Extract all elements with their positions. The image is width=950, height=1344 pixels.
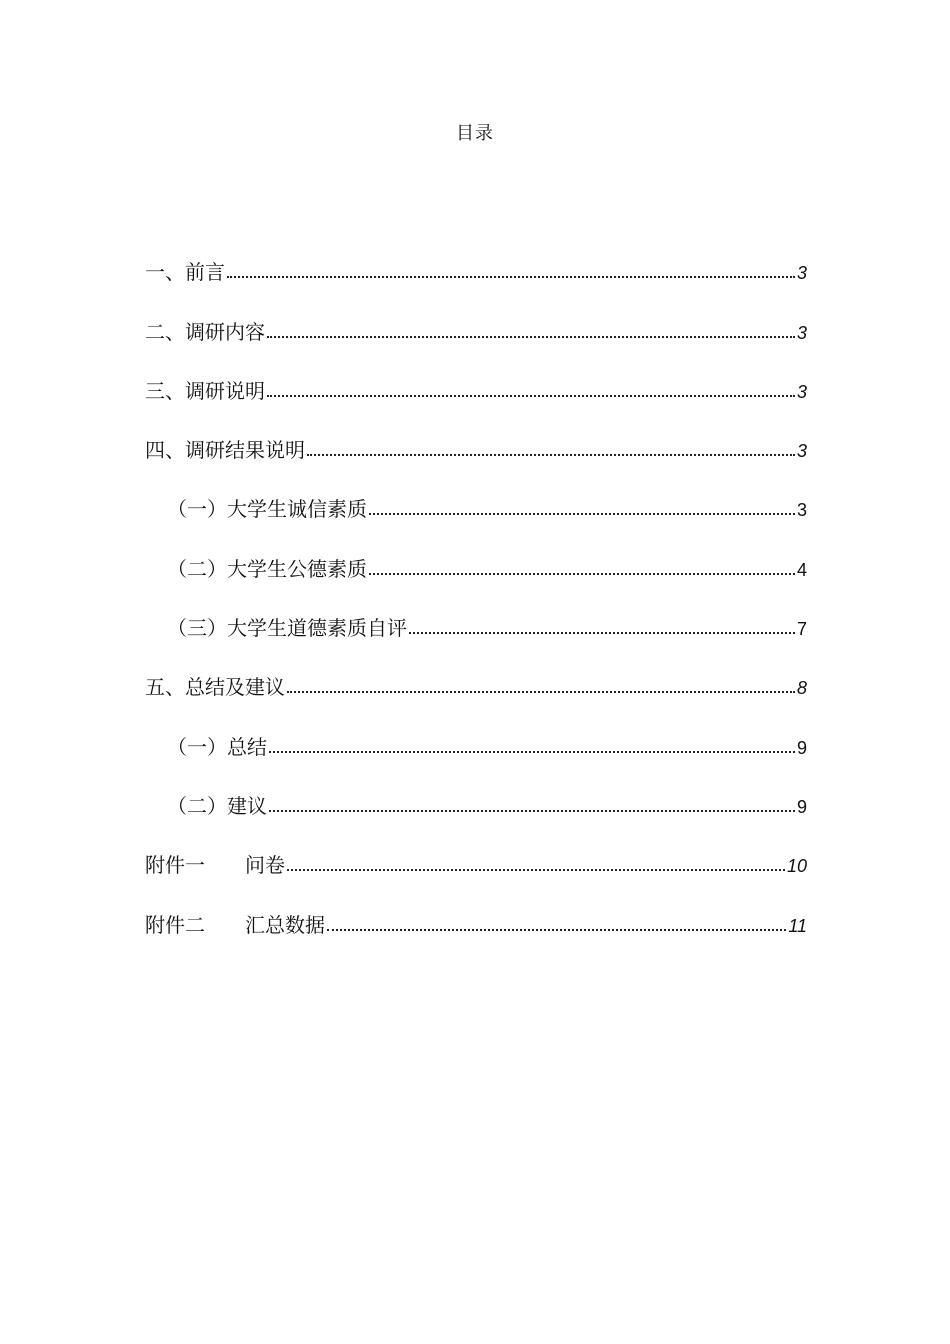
toc-entry-preface[interactable] <box>145 225 807 284</box>
toc-dot-leader <box>287 691 795 693</box>
toc-page-number: 3 <box>796 381 807 402</box>
toc-dot-leader <box>267 336 795 338</box>
toc-dot-leader <box>409 632 795 634</box>
toc-subentry-integrity[interactable] <box>145 462 807 521</box>
toc-entry-label: （一）大学生诚信素质 <box>167 497 367 522</box>
toc-entry-label: 一、前言 <box>145 260 225 285</box>
toc-entry-label: 二、调研内容 <box>145 319 265 344</box>
toc-entry-research-content[interactable] <box>145 284 807 343</box>
toc-subentry-self-assessment[interactable] <box>145 581 807 640</box>
toc-page-number: 3 <box>796 500 807 521</box>
toc-dot-leader <box>269 751 795 753</box>
appendix-title: 汇总数据 <box>245 912 325 937</box>
toc-entry-label <box>145 853 285 877</box>
toc-subentry-public-morality[interactable] <box>145 521 807 580</box>
toc-entry-appendix-questionnaire[interactable] <box>145 818 807 877</box>
toc-entry-label: （三）大学生道德素质自评 <box>167 616 407 641</box>
toc-page-number: 3 <box>796 263 807 284</box>
appendix-title: 问卷 <box>245 853 285 878</box>
toc-page-number: 4 <box>796 559 807 580</box>
toc-dot-leader <box>269 810 795 812</box>
toc-dot-leader <box>287 869 785 871</box>
toc-subentry-summary[interactable] <box>145 699 807 758</box>
toc-dot-leader <box>267 395 795 397</box>
toc-dot-leader <box>369 513 795 515</box>
toc-entry-label: 四、调研结果说明 <box>145 438 305 463</box>
appendix-prefix: 附件二 <box>145 912 205 937</box>
toc-entry-label: 三、调研说明 <box>145 378 265 403</box>
toc-entry-label: 五、总结及建议 <box>145 675 285 700</box>
toc-entry-label: （二）建议 <box>167 793 267 818</box>
toc-entry-label: （一）总结 <box>167 734 267 759</box>
toc-page-number: 10 <box>786 856 807 877</box>
appendix-prefix: 附件一 <box>145 853 205 878</box>
toc-page-number: 11 <box>788 915 807 936</box>
toc-subentry-suggestions[interactable] <box>145 759 807 818</box>
table-of-contents <box>145 225 807 937</box>
toc-entry-research-results[interactable] <box>145 403 807 462</box>
page-title: 目录 <box>456 123 494 144</box>
toc-page-number: 3 <box>796 322 807 343</box>
toc-entry-label <box>145 913 325 937</box>
toc-page-number: 8 <box>796 678 807 699</box>
toc-page-number: 9 <box>796 737 807 758</box>
toc-dot-leader <box>227 276 795 278</box>
toc-dot-leader <box>369 573 795 575</box>
toc-page-number: 9 <box>796 796 807 817</box>
toc-entry-appendix-data[interactable] <box>145 877 807 936</box>
toc-entry-summary-suggestions[interactable] <box>145 640 807 699</box>
toc-page-number: 3 <box>796 441 807 462</box>
toc-dot-leader <box>307 454 795 456</box>
toc-dot-leader <box>327 929 786 931</box>
toc-entry-research-notes[interactable] <box>145 344 807 403</box>
toc-page-number: 7 <box>796 619 807 640</box>
toc-entry-label: （二）大学生公德素质 <box>167 556 367 581</box>
